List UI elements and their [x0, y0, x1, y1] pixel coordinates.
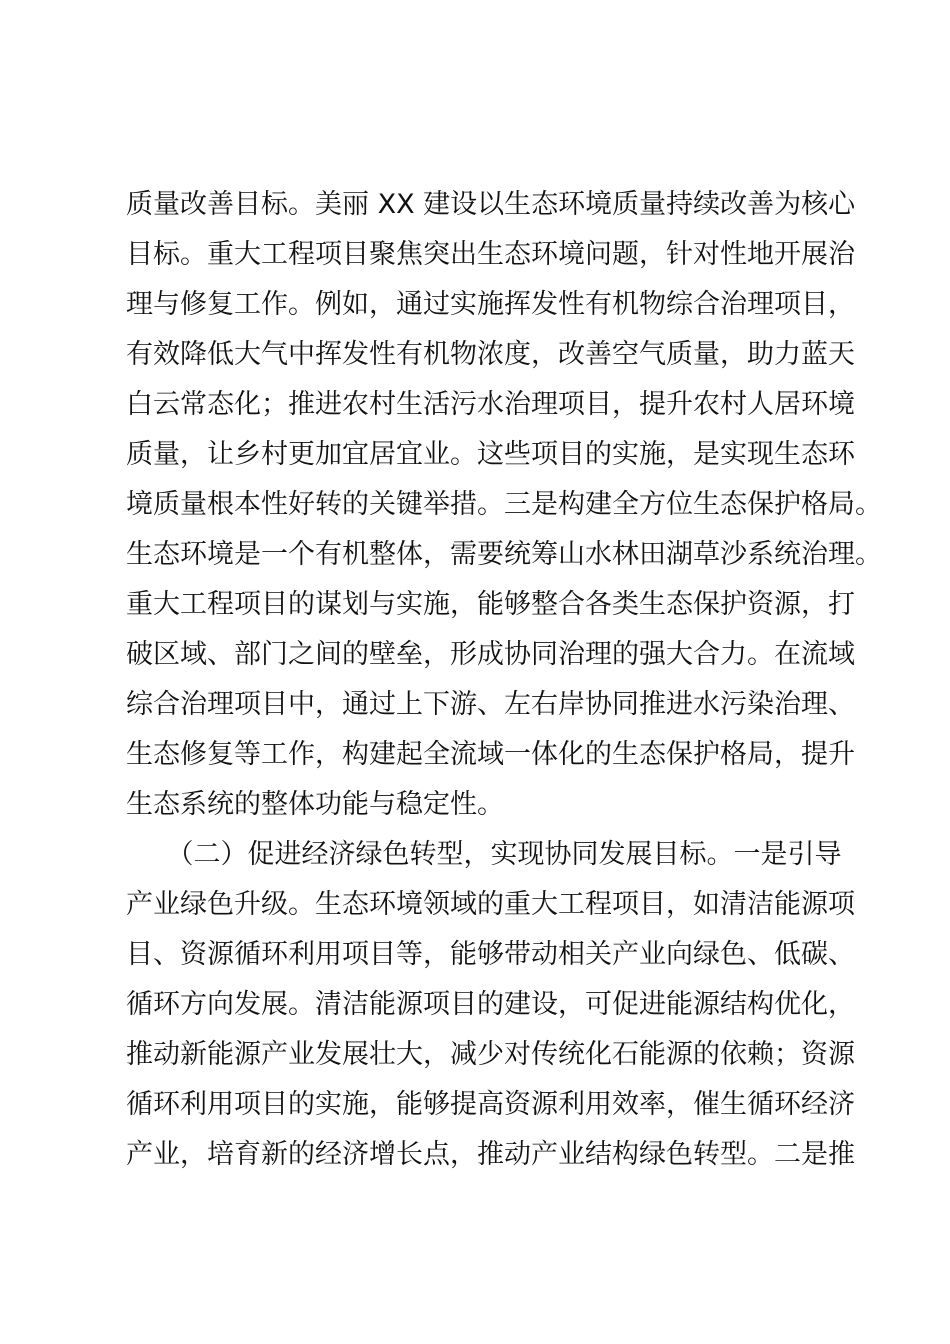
body-text [126, 180, 882, 1180]
text-line: 重大工程项目的谋划与实施，能够整合各类生态保护资源，打 [126, 589, 855, 620]
text-line: 质量改善目标。美丽 XX 建设以生态环境质量持续改善为核心 [126, 189, 856, 220]
text-line: 综合治理项目中，通过上下游、左右岸协同推进水污染治理、 [126, 689, 855, 720]
text-line: 生态环境是一个有机整体，需要统筹山水林田湖草沙系统治理。 [126, 539, 882, 570]
text-line: 循环方向发展。清洁能源项目的建设，可促进能源结构优化， [126, 989, 855, 1020]
text-line: 境质量根本性好转的关键举措。三是构建全方位生态保护格局。 [126, 489, 882, 520]
text-line: 产业，培育新的经济增长点，推动产业结构绿色转型。二是推 [126, 1139, 855, 1170]
text-line: 产业绿色升级。生态环境领域的重大工程项目，如清洁能源项 [126, 889, 855, 920]
text-line: 生态系统的整体功能与稳定性。 [126, 789, 504, 820]
text-line: 目标。重大工程项目聚焦突出生态环境问题，针对性地开展治 [126, 239, 855, 270]
text-line: 质量，让乡村更加宜居宜业。这些项目的实施，是实现生态环 [126, 439, 855, 470]
text-line: 白云常态化；推进农村生活污水治理项目，提升农村人居环境 [126, 389, 855, 420]
text-line: 循环利用项目的实施，能够提高资源利用效率，催生循环经济 [126, 1089, 855, 1120]
text-line: 有效降低大气中挥发性有机物浓度，改善空气质量，助力蓝天 [126, 339, 855, 370]
text-line: 理与修复工作。例如，通过实施挥发性有机物综合治理项目， [126, 289, 855, 320]
text-line: 推动新能源产业发展壮大，减少对传统化石能源的依赖；资源 [126, 1039, 855, 1070]
text-line: 破区域、部门之间的壁垒，形成协同治理的强大合力。在流域 [126, 639, 855, 670]
section-heading-line: （二）促进经济绿色转型，实现协同发展目标。一是引导 [126, 839, 842, 870]
text-line: 目、资源循环利用项目等，能够带动相关产业向绿色、低碳、 [126, 939, 855, 970]
text-line: 生态修复等工作，构建起全流域一体化的生态保护格局，提升 [126, 739, 855, 770]
